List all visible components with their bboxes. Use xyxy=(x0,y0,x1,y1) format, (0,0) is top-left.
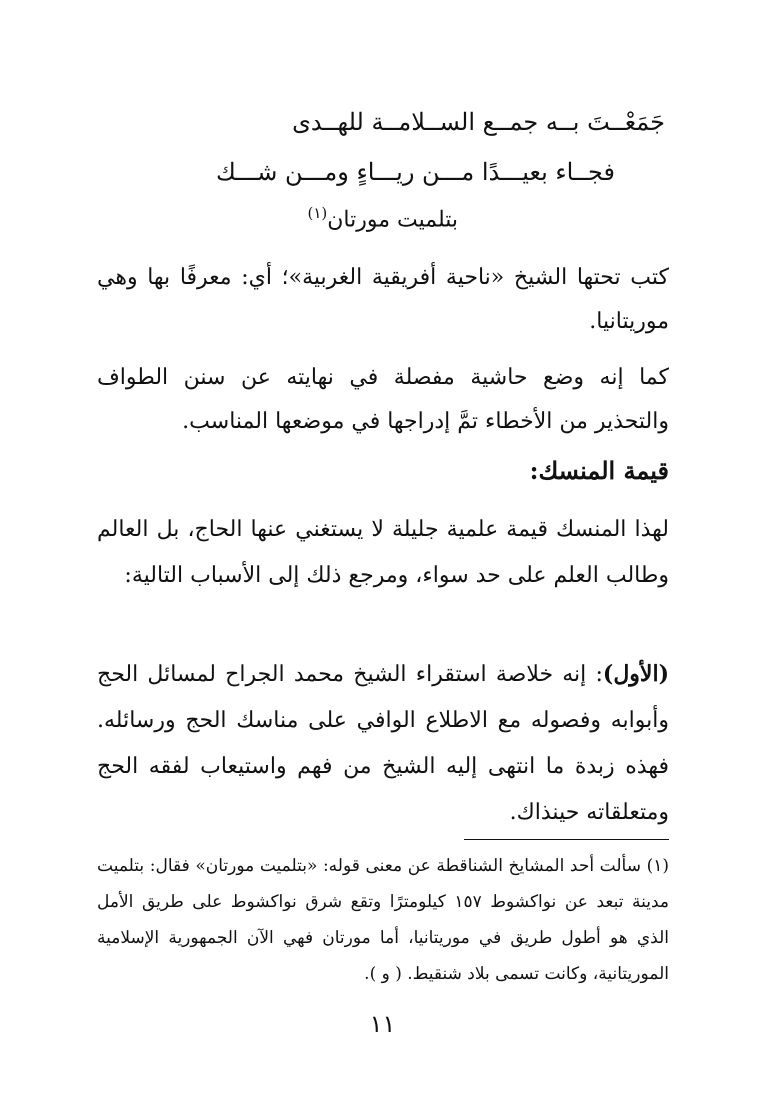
page-number: ١١ xyxy=(369,1010,396,1038)
section-heading: قيمة المنسك: xyxy=(529,456,669,485)
signature-text: بتلميت مورتان xyxy=(327,207,458,233)
footnote-divider xyxy=(464,839,669,840)
footnote: (١) سألت أحد المشايخ الشناقطة عن معنى قوله: «بتلميت مورتان» فقال: بتلميت مدينة تبعد عن نواكشوط ١٥٧ كيلومترًا وتقع شرق نواكشوط على طريق الأمل الذي هو أطول طريق في موريتانيا، أما مورتان فهي الآن الجمهورية الإسلامية الموريتانية، وكانت تسمى بلاد شنقيط. ( و ). xyxy=(97,856,669,984)
poem-signature xyxy=(307,204,458,232)
first-reason-text: : إنه خلاصة استقراء الشيخ محمد الجراح لمسائل الحج وأبوابه وفصوله مع الاطلاع الوافي على مناسك الحج ورسائله. فهذه زبدة ما انتهى إليه الشيخ من فهم واستيعاب لفقه الحج ومتعلقاته حينذاك. xyxy=(97,662,669,825)
poem-line-2: فجــاء بعيـــدًا مـــن ريـــاءٍ ومـــن شـــك xyxy=(215,158,615,186)
footnote-reference[interactable]: (١) xyxy=(307,204,328,222)
first-reason-label: (الأول) xyxy=(602,661,669,687)
poem-line-1: جَمَعْــتَ بــه جمــع الســلامــة للهــدى xyxy=(292,108,665,136)
paragraph-first-reason xyxy=(97,651,669,836)
paragraph-tawaf-note: كما إنه وضع حاشية مفصلة في نهايته عن سنن الطواف والتحذير من الأخطاء تمَّ إدراجها في موضعها المناسب. xyxy=(97,365,669,434)
paragraph-value-intro: لهذا المنسك قيمة علمية جليلة لا يستغني عنها الحاج، بل العالم وطالب العلم على حد سواء، ومرجع ذلك إلى الأسباب التالية: xyxy=(97,517,669,588)
paragraph-note-under-poem: كتب تحتها الشيخ «ناحية أفريقية الغربية»؛ أي: معرفًا بها وهي موريتانيا. xyxy=(97,265,669,334)
